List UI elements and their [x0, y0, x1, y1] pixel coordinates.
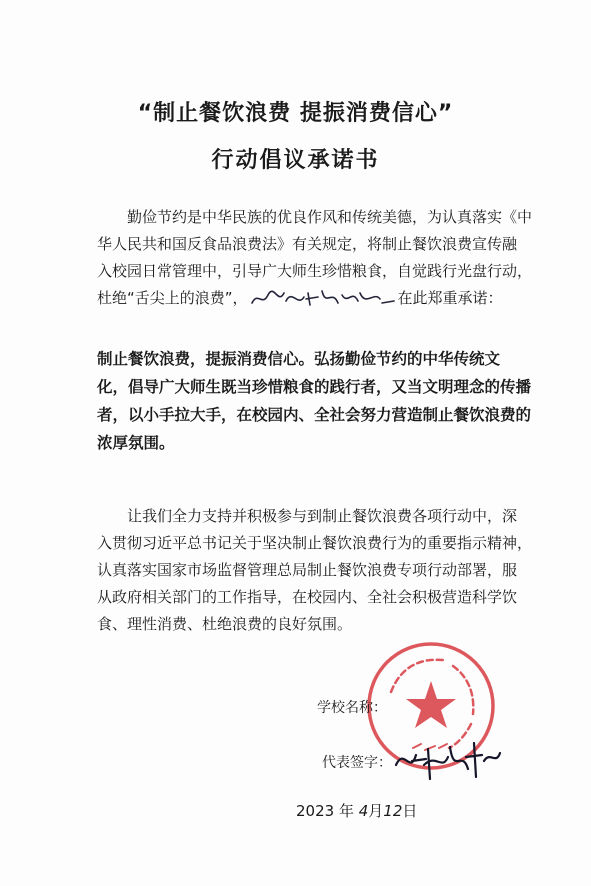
paragraph-line: 认真落实国家市场监督管理总局制止餐饮浪费专项行动部署，服	[97, 561, 518, 579]
date-month: 4	[358, 802, 369, 820]
document-title: “制止餐饮浪费 提振消费信心”	[137, 101, 454, 126]
paragraph-line: 制止餐饮浪费，提振消费信心。弘扬勤俭节约的中华传统文	[97, 350, 501, 368]
handwritten-representative-signature	[392, 735, 502, 785]
paragraph-line: 浓厚氛围。	[97, 434, 175, 452]
paragraph-action	[97, 503, 533, 638]
paragraph-intro	[97, 204, 533, 312]
handwritten-school-name	[248, 287, 398, 309]
paragraph-line: 入校园日常管理中，引导广大师生珍惜粮食，自觉践行光盘行动，	[97, 262, 533, 280]
school-name-label: 学校名称：	[317, 700, 387, 716]
paragraph-line: 化，倡导广大师生既当珍惜粮食的践行者，又当文明理念的传播	[97, 378, 532, 396]
paragraph-line: 食、理性消费、杜绝浪费的良好氛围。	[97, 615, 353, 633]
date-month-unit: 月	[368, 802, 384, 820]
paragraph-line: 入贯彻习近平总书记关于坚决制止餐饮浪费行为的重要指示精神，	[97, 534, 533, 552]
date-day: 12	[383, 802, 403, 820]
representative-signature-label: 代表签字：	[322, 755, 392, 771]
paragraph-line-suffix: 在此郑重承诺：	[397, 289, 503, 307]
paragraph-line: 从政府相关部门的工作指导，在校园内、全社会积极营造科学饮	[97, 588, 518, 606]
paragraph-line-prefix: 杜绝“舌尖上的浪费”，	[97, 289, 248, 307]
paragraph-line: 华人民共和国反食品浪费法》有关规定，将制止餐饮浪费宣传融	[97, 235, 518, 253]
date-day-unit: 日	[402, 802, 418, 820]
paragraph-line	[97, 285, 520, 312]
paragraph-line: 者，以小手拉大手，在校园内、全社会努力营造制止餐饮浪费的	[97, 406, 532, 424]
paragraph-line: 勤俭节约是中华民族的优良作风和传统美德，为认真落实《中	[127, 208, 533, 226]
paragraph-line: 让我们全力支持并积极参与到制止餐饮浪费各项行动中，深	[127, 507, 518, 525]
paragraph-commitment	[97, 345, 532, 457]
signing-date	[296, 800, 417, 821]
document-subtitle: 行动倡议承诺书	[211, 148, 380, 173]
date-year: 2023 年	[296, 802, 354, 820]
